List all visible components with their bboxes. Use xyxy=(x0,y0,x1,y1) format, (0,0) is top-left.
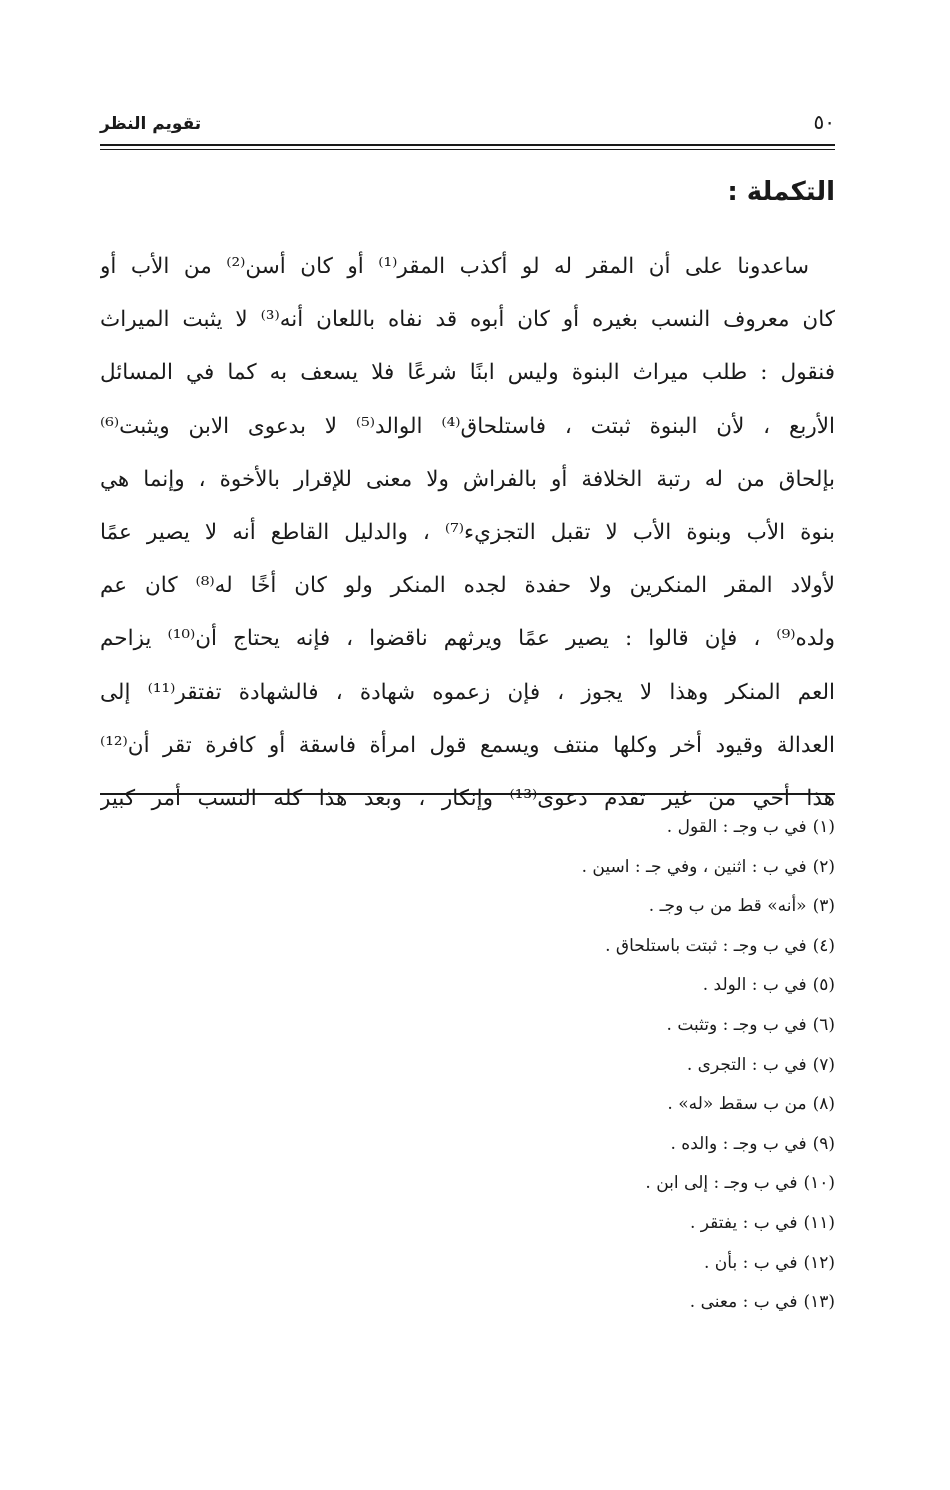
footnote-text: في ب : التجرى . xyxy=(686,1054,807,1075)
footnote xyxy=(100,1164,835,1204)
footnote-number: (٦) xyxy=(812,1014,835,1035)
footnote-number: (٢) xyxy=(812,856,835,877)
footnote-rule xyxy=(100,793,835,795)
footnote-text: في ب : بأن . xyxy=(704,1252,798,1273)
body-line: العدالة وقيود أخر وكلها منتف ويسمع قول امرأة فاسقة أو كافرة تقر أن⁽¹²⁾ xyxy=(100,732,835,758)
footnote-number: (٧) xyxy=(812,1054,835,1075)
footnote-number: (١٣) xyxy=(803,1292,835,1313)
body-line: العم المنكر وهذا لا يجوز ، فإن زعموه شهادة ، فالشهادة تفتقر⁽¹¹⁾ إلى xyxy=(100,679,835,705)
footnote xyxy=(100,1283,835,1323)
footnote-text: في ب : الولد . xyxy=(702,975,807,996)
footnote-text: في ب وجـ : ثبتت باستلحاق . xyxy=(605,935,807,956)
footnote-text: في ب وجـ : إلى ابن . xyxy=(645,1173,798,1194)
footnote-number: (٨) xyxy=(812,1094,835,1115)
footnote xyxy=(100,1085,835,1125)
footnote-number: (٩) xyxy=(812,1133,835,1154)
body-line: الأربع ، لأن البنوة ثبتت ، فاستلحاق⁽⁴⁾ الوالد⁽⁵⁾ لا بدعوى الابن ويثبت⁽⁶⁾ xyxy=(100,413,835,439)
footnote xyxy=(100,966,835,1006)
body-line: كان معروف النسب بغيره أو كان أبوه قد نفاه باللعان أنه⁽³⁾ لا يثبت الميراث xyxy=(100,307,835,333)
body-line: لأولاد المقر المنكرين ولا حفدة لجده المنكر ولو كان أخًا له⁽⁸⁾ كان عم xyxy=(100,573,835,599)
footnote xyxy=(100,1204,835,1244)
footnote-number: (٤) xyxy=(812,935,835,956)
body-text xyxy=(100,240,835,825)
body-line: ساعدونا على أن المقر له لو أكذب المقر⁽¹⁾ أو كان أسن⁽²⁾ من الأب أو xyxy=(100,254,810,279)
footnote xyxy=(100,848,835,888)
header-rule-thin xyxy=(100,149,835,150)
footnote-number: (١٠) xyxy=(803,1173,835,1194)
header-rule xyxy=(100,144,835,146)
footnote-number: (١١) xyxy=(803,1212,835,1233)
running-title: تقويم النظر xyxy=(100,114,202,134)
footnote-number: (٣) xyxy=(812,896,835,917)
footnote-number: (٥) xyxy=(812,975,835,996)
body-line: فنقول : طلب ميراث البنوة وليس ابنًا شرعًا فلا يسعف به كما في المسائل xyxy=(100,360,835,386)
footnote xyxy=(100,1125,835,1165)
footnote-number: (١) xyxy=(812,817,835,837)
footnote xyxy=(100,1244,835,1284)
page-number: ٥٠ xyxy=(813,110,835,134)
body-line: هذا أخي من غير تقدم دعوى⁽¹³⁾ وإنكار ، وبعد هذا كله النسب أمر كبير xyxy=(100,785,835,811)
footnote-text: في ب وجـ : والده . xyxy=(670,1133,807,1154)
body-line: بإلحاق من له رتبة الخلافة أو بالفراش ولا معنى للإقرار بالأخوة ، وإنما هي xyxy=(100,466,835,492)
footnote-text: من ب سقط «له» . xyxy=(667,1094,807,1115)
footnote-text: في ب وجـ : القول . xyxy=(666,817,807,837)
footnote xyxy=(100,927,835,967)
footnote xyxy=(100,808,835,848)
footnote xyxy=(100,1046,835,1086)
body-line: بنوة الأب وبنوة الأب لا تقبل التجزيء⁽⁷⁾ ، والدليل القاطع أنه لا يصير عمًا xyxy=(100,519,835,545)
body-line: ولده⁽⁹⁾ ، فإن قالوا : يصير عمًا ويرثهم ناقضوا ، فإنه يحتاج أن⁽¹⁰⁾ يزاحم xyxy=(100,626,835,652)
section-heading: التكملة : xyxy=(727,177,835,207)
footnote xyxy=(100,887,835,927)
footnote xyxy=(100,1006,835,1046)
footnotes xyxy=(100,808,835,1323)
footnote-text: «أنه» قط من ب وجـ . xyxy=(648,896,807,917)
footnote-text: في ب : يفتقر . xyxy=(689,1212,798,1233)
footnote-text: في ب وجـ : وتثبت . xyxy=(666,1014,807,1035)
footnote-text: في ب : اثنين ، وفي جـ : اسين . xyxy=(581,856,807,877)
footnote-text: في ب : معنى . xyxy=(689,1292,798,1313)
page-header xyxy=(100,108,835,148)
footnote-number: (١٢) xyxy=(803,1252,835,1273)
